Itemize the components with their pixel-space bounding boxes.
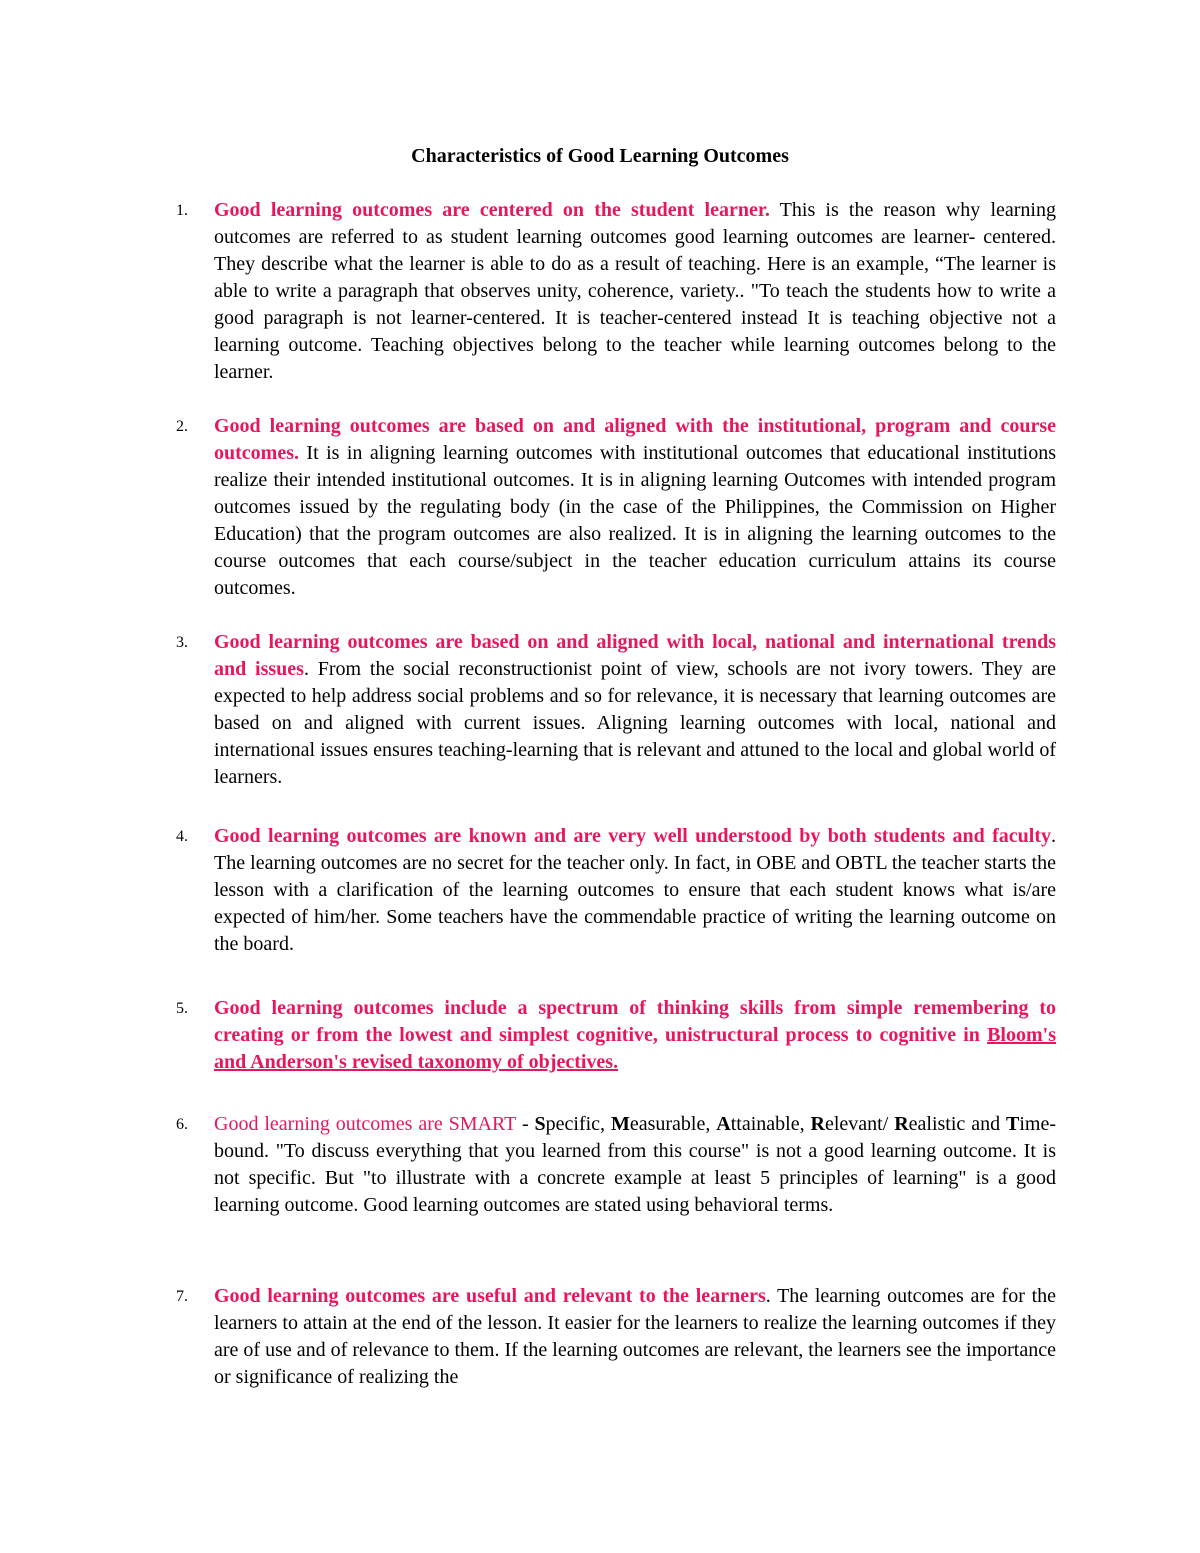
smart-word: easurable, (629, 1113, 717, 1135)
list-number: 1. (176, 202, 188, 219)
list-number: 6. (176, 1116, 188, 1133)
list-number: 5. (176, 1000, 188, 1017)
list-text (214, 823, 1056, 958)
list-item-7 (176, 1283, 1056, 1391)
document-title: Characteristics of Good Learning Outcomes (411, 145, 789, 167)
item-heading: Good learning outcomes are based on and aligned with the institutional, program and course outcomes. (214, 415, 1056, 464)
smart-word: ttainable, (730, 1113, 811, 1135)
smart-word: pecific, (545, 1113, 611, 1135)
list-text (214, 995, 1056, 1076)
list-text (214, 413, 1056, 602)
list-text (214, 197, 1056, 386)
smart-letter-m: M (610, 1113, 630, 1135)
list-text (214, 629, 1056, 791)
item-body: It is in aligning learning outcomes with institutional outcomes that educational institutions realize their intended institutional outcomes. It is in aligning learning Outcomes with intended program outcomes issued by the regulating body (in the case of the Philippines, the Commission on Higher Education) that the program outcomes are also realized. It is in aligning the learning outcomes to the course outcomes that each course/subject in the teacher education curriculum attains its course outcomes. (214, 442, 1056, 599)
list-item-3 (176, 629, 1056, 791)
list-number: 3. (176, 634, 188, 651)
smart-letter-a: A (716, 1113, 731, 1135)
item-heading: Good learning outcomes are useful and relevant to the learners (214, 1285, 766, 1307)
list-number: 4. (176, 828, 188, 845)
item-body: . The learning outcomes are for the learners to attain at the end of the lesson. It easier for the learners to realize the learning outcomes if they are of use and of relevance to them. If the learning outcomes are relevant, the learners see the importance or significance of realizing the (214, 1285, 1057, 1388)
taxonomy-link[interactable]: Bloom's and Anderson's revised taxonomy of objectives. (214, 1024, 1056, 1073)
smart-letter-t: T (1005, 1113, 1020, 1135)
list-text (214, 1283, 1056, 1391)
item-heading: Good learning outcomes are centered on the student learner. (214, 199, 770, 221)
item-body: This is the reason why learning outcomes are referred to as student learning outcomes good learning outcomes are learner- centered. They describe what the learner is able to do as a result of teaching. Here is an example, “The learner is able to write a paragraph that observes unity, coherence, variety.. "To teach the students how to write a good paragraph is not learner-centered. It is teacher-centered instead It is teaching objective not a learning outcome. Teaching objectives belong to the teacher while learning outcomes belong to the learner. (214, 199, 1056, 383)
smart-word: elevant/ (824, 1113, 895, 1135)
list-item-1 (176, 197, 1056, 386)
list-number: 7. (176, 1288, 188, 1305)
item-heading: Good learning outcomes are known and are very well understood by both students and faculty (214, 825, 1051, 847)
list-item-6 (176, 1111, 1056, 1219)
smart-word: ealistic and (908, 1113, 1006, 1135)
smart-separator: - (516, 1113, 535, 1135)
smart-letter-r2: R (894, 1113, 909, 1135)
item-body: . From the social reconstructionist point of view, schools are not ivory towers. They are expected to help address social problems and so for relevance, it is necessary that learning outcomes are based on and aligned with current issues. Aligning learning outcomes with local, national and international issues ensures teaching-learning that is relevant and attuned to the local and global world of learners. (214, 658, 1057, 788)
item-body: . The learning outcomes are no secret for the teacher only. In fact, in OBE and OBTL the teacher starts the lesson with a clarification of the learning outcomes to ensure that each student knows what is/are expected of him/her. Some teachers have the commendable practice of writing the learning outcome on the board. (214, 825, 1056, 955)
item-heading: Good learning outcomes include a spectrum of thinking skills from simple remembering to creating or from the lowest and simplest cognitive, unistructural process to cognitive in (214, 997, 1056, 1046)
smart-word: ime-bound. (214, 1113, 1056, 1162)
list-number: 2. (176, 418, 188, 435)
smart-letter-r: R (810, 1113, 825, 1135)
smart-letter-s: S (534, 1113, 546, 1135)
list-item-4 (176, 823, 1056, 958)
item-heading: Good learning outcomes are SMART (214, 1113, 517, 1135)
list-item-2 (176, 413, 1056, 602)
item-body: "To discuss everything that you learned from this course" is not a good learning outcome. It is not specific. But "to illustrate with a concrete example at least 5 principles of learning" is a good learning outcome. Good learning outcomes are stated using behavioral terms. (214, 1140, 1056, 1216)
item-heading: Good learning outcomes are based on and aligned with local, national and international trends and issues (214, 631, 1056, 680)
list-text (214, 1111, 1056, 1219)
list-item-5 (176, 995, 1056, 1076)
